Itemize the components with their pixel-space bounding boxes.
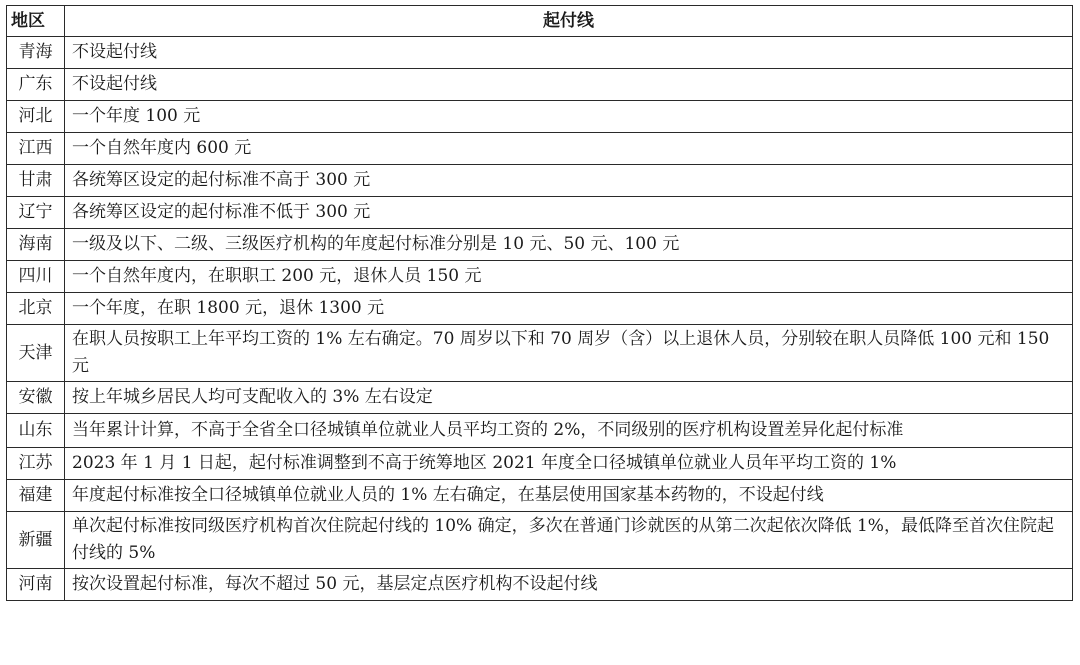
header-region: 地区 <box>7 6 65 37</box>
deductible-cell: 当年累计计算，不高于全省全口径城镇单位就业人员平均工资的 2%，不同级别的医疗机构设置差异化起付标准 <box>65 414 1073 448</box>
table-row <box>7 325 1073 382</box>
deductible-cell: 不设起付线 <box>65 37 1073 69</box>
table-row <box>7 69 1073 101</box>
region-cell: 海南 <box>7 229 65 261</box>
deductible-cell: 单次起付标准按同级医疗机构首次住院起付线的 10% 确定，多次在普通门诊就医的从第二次起依次降低 1%，最低降至首次住院起付线的 5% <box>65 512 1073 569</box>
table-row <box>7 569 1073 601</box>
region-cell: 辽宁 <box>7 197 65 229</box>
region-cell: 北京 <box>7 293 65 325</box>
table-row <box>7 101 1073 133</box>
table-row <box>7 414 1073 448</box>
region-cell: 山东 <box>7 414 65 448</box>
table-row <box>7 165 1073 197</box>
deductible-table-container <box>6 5 1072 601</box>
region-cell: 河南 <box>7 569 65 601</box>
deductible-cell: 2023 年 1 月 1 日起，起付标准调整到不高于统筹地区 2021 年度全口径城镇单位就业人员年平均工资的 1% <box>65 448 1073 480</box>
region-cell: 四川 <box>7 261 65 293</box>
region-cell: 福建 <box>7 480 65 512</box>
table-row <box>7 197 1073 229</box>
deductible-cell: 年度起付标准按全口径城镇单位就业人员的 1% 左右确定，在基层使用国家基本药物的，不设起付线 <box>65 480 1073 512</box>
deductible-cell: 不设起付线 <box>65 69 1073 101</box>
region-cell: 江西 <box>7 133 65 165</box>
region-cell: 江苏 <box>7 448 65 480</box>
deductible-cell: 一个自然年度内，在职职工 200 元，退休人员 150 元 <box>65 261 1073 293</box>
deductible-cell: 在职人员按职工上年平均工资的 1% 左右确定。70 周岁以下和 70 周岁（含）以上退休人员，分别较在职人员降低 100 元和 150 元 <box>65 325 1073 382</box>
deductible-cell: 各统筹区设定的起付标准不高于 300 元 <box>65 165 1073 197</box>
table-row <box>7 293 1073 325</box>
region-cell: 广东 <box>7 69 65 101</box>
deductible-cell: 一级及以下、二级、三级医疗机构的年度起付标准分别是 10 元、50 元、100 元 <box>65 229 1073 261</box>
table-row <box>7 382 1073 414</box>
table-row <box>7 261 1073 293</box>
deductible-cell: 各统筹区设定的起付标准不低于 300 元 <box>65 197 1073 229</box>
region-cell: 新疆 <box>7 512 65 569</box>
table-row <box>7 480 1073 512</box>
deductible-table <box>6 5 1073 601</box>
table-row <box>7 229 1073 261</box>
deductible-cell: 按上年城乡居民人均可支配收入的 3% 左右设定 <box>65 382 1073 414</box>
region-cell: 甘肃 <box>7 165 65 197</box>
header-deductible: 起付线 <box>65 6 1073 37</box>
table-row <box>7 133 1073 165</box>
deductible-cell: 一个年度 100 元 <box>65 101 1073 133</box>
table-row <box>7 37 1073 69</box>
table-row <box>7 448 1073 480</box>
region-cell: 青海 <box>7 37 65 69</box>
deductible-cell: 一个年度，在职 1800 元，退休 1300 元 <box>65 293 1073 325</box>
region-cell: 河北 <box>7 101 65 133</box>
region-cell: 安徽 <box>7 382 65 414</box>
region-cell: 天津 <box>7 325 65 382</box>
deductible-cell: 按次设置起付标准，每次不超过 50 元，基层定点医疗机构不设起付线 <box>65 569 1073 601</box>
deductible-cell: 一个自然年度内 600 元 <box>65 133 1073 165</box>
table-row <box>7 512 1073 569</box>
table-header-row <box>7 6 1073 37</box>
